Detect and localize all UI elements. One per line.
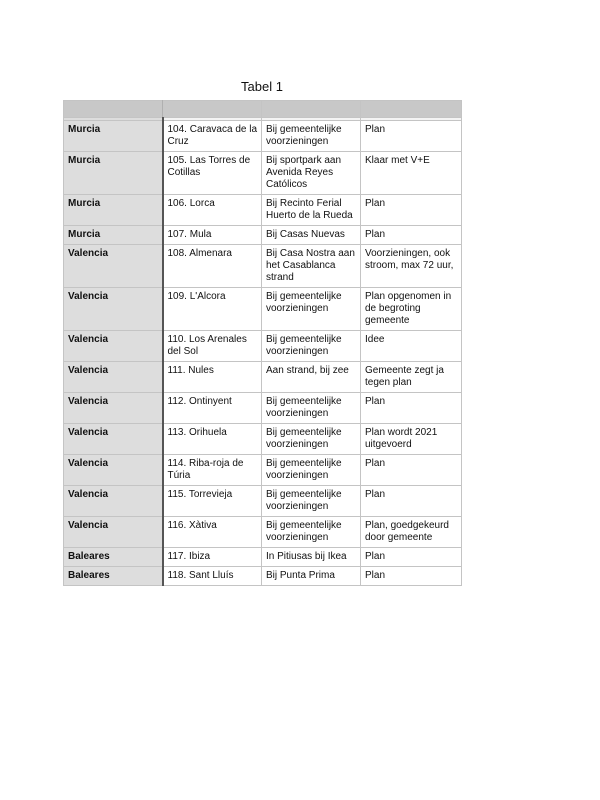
status-cell: Plan (361, 226, 462, 245)
status-cell: Gemeente zegt ja tegen plan (361, 362, 462, 393)
header-cell-region (64, 101, 163, 118)
region-cell: Murcia (64, 152, 163, 195)
table-row (64, 455, 462, 486)
table-title: Tabel 1 (241, 79, 283, 94)
data-table (63, 100, 462, 586)
place-cell: 113. Orihuela (163, 424, 262, 455)
table-row (64, 245, 462, 288)
place-cell: 115. Torrevieja (163, 486, 262, 517)
location-cell: Bij gemeentelijke voorzieningen (262, 455, 361, 486)
region-cell: Murcia (64, 195, 163, 226)
place-cell: 112. Ontinyent (163, 393, 262, 424)
location-cell: Bij Punta Prima (262, 567, 361, 586)
region-cell: Valencia (64, 424, 163, 455)
place-cell: 117. Ibiza (163, 548, 262, 567)
place-cell: 114. Riba-roja de Túria (163, 455, 262, 486)
place-cell: 104. Caravaca de la Cruz (163, 121, 262, 152)
status-cell: Plan (361, 455, 462, 486)
location-cell: Aan strand, bij zee (262, 362, 361, 393)
table-row (64, 362, 462, 393)
place-cell: 108. Almenara (163, 245, 262, 288)
table-row (64, 424, 462, 455)
location-cell: Bij gemeentelijke voorzieningen (262, 121, 361, 152)
location-cell: In Pitiusas bij Ikea (262, 548, 361, 567)
location-cell: Bij gemeentelijke voorzieningen (262, 288, 361, 331)
table-row (64, 548, 462, 567)
table-row (64, 152, 462, 195)
location-cell: Bij Casa Nostra aan het Casablanca strand (262, 245, 361, 288)
location-cell: Bij Recinto Ferial Huerto de la Rueda (262, 195, 361, 226)
region-cell: Valencia (64, 486, 163, 517)
status-cell: Plan (361, 121, 462, 152)
place-cell: 106. Lorca (163, 195, 262, 226)
status-cell: Voorzieningen, ook stroom, max 72 uur, (361, 245, 462, 288)
region-cell: Valencia (64, 362, 163, 393)
table-row (64, 195, 462, 226)
status-cell: Plan (361, 393, 462, 424)
status-cell: Plan (361, 195, 462, 226)
location-cell: Bij gemeentelijke voorzieningen (262, 517, 361, 548)
place-cell: 110. Los Arenales del Sol (163, 331, 262, 362)
place-cell: 107. Mula (163, 226, 262, 245)
header-cell-place (163, 101, 262, 118)
region-cell: Murcia (64, 121, 163, 152)
table-row (64, 567, 462, 586)
location-cell: Bij Casas Nuevas (262, 226, 361, 245)
table-row (64, 288, 462, 331)
region-cell: Valencia (64, 331, 163, 362)
region-cell: Valencia (64, 455, 163, 486)
status-cell: Plan (361, 567, 462, 586)
status-cell: Plan (361, 486, 462, 517)
place-cell: 118. Sant Lluís (163, 567, 262, 586)
region-cell: Baleares (64, 567, 163, 586)
region-cell: Valencia (64, 393, 163, 424)
table-row (64, 517, 462, 548)
region-cell: Valencia (64, 288, 163, 331)
header-cell-status (361, 101, 462, 118)
table-header-row (64, 101, 462, 118)
location-cell: Bij gemeentelijke voorzieningen (262, 424, 361, 455)
place-cell: 116. Xàtiva (163, 517, 262, 548)
region-cell: Baleares (64, 548, 163, 567)
place-cell: 105. Las Torres de Cotillas (163, 152, 262, 195)
table-row (64, 486, 462, 517)
status-cell: Plan (361, 548, 462, 567)
location-cell: Bij gemeentelijke voorzieningen (262, 331, 361, 362)
location-cell: Bij sportpark aan Avenida Reyes Católicos (262, 152, 361, 195)
location-cell: Bij gemeentelijke voorzieningen (262, 486, 361, 517)
table-row (64, 121, 462, 152)
status-cell: Klaar met V+E (361, 152, 462, 195)
region-cell: Valencia (64, 245, 163, 288)
table-row (64, 226, 462, 245)
table-row (64, 393, 462, 424)
status-cell: Plan, goedgekeurd door gemeente (361, 517, 462, 548)
header-cell-location (262, 101, 361, 118)
place-cell: 109. L'Alcora (163, 288, 262, 331)
place-cell: 111. Nules (163, 362, 262, 393)
status-cell: Plan opgenomen in de begroting gemeente (361, 288, 462, 331)
status-cell: Plan wordt 2021 uitgevoerd (361, 424, 462, 455)
region-cell: Murcia (64, 226, 163, 245)
status-cell: Idee (361, 331, 462, 362)
table-row (64, 331, 462, 362)
location-cell: Bij gemeentelijke voorzieningen (262, 393, 361, 424)
region-cell: Valencia (64, 517, 163, 548)
